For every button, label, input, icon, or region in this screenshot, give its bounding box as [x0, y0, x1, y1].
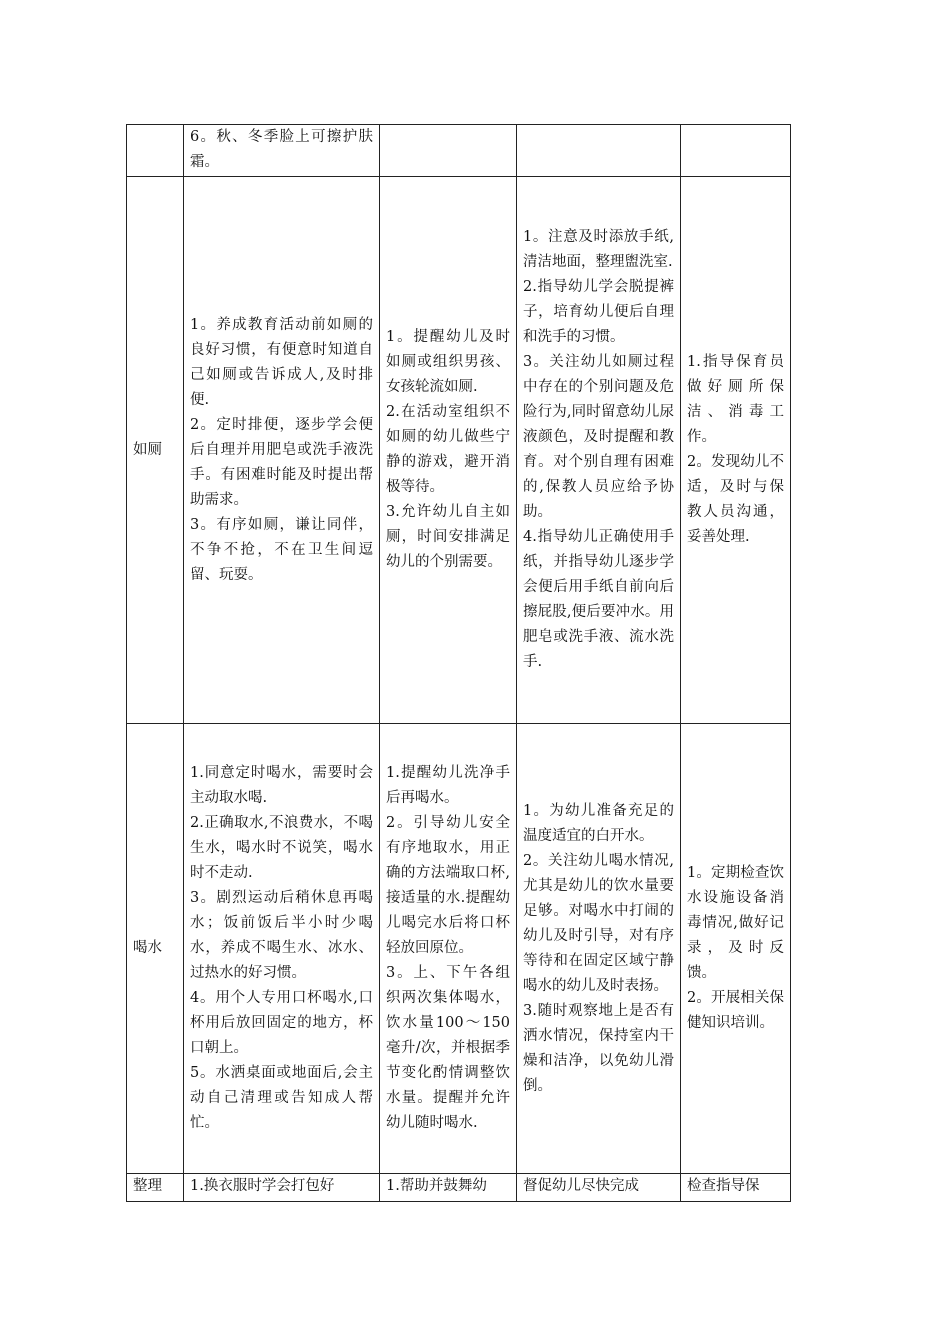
cell-line: 4.指导幼儿正确使用手纸，并指导幼儿逐步学会便后用手纸自前向后擦屁股,便后要冲水。用肥皂或洗手液、流水洗手.: [523, 529, 674, 670]
caregiver-duties-cell: [517, 125, 681, 177]
teacher-duties-cell: [380, 1174, 517, 1202]
child-goals-cell: [184, 1174, 380, 1202]
caregiver-duties-cell: [517, 1174, 681, 1202]
cell-line: 1。提醒幼儿及时如厕或组织男孩、女孩轮流如厕.: [386, 329, 510, 395]
teacher-duties-cell: [380, 125, 517, 177]
cell-line: 1。定期检查饮水设施设备消毒情况,做好记录，及时反馈。: [687, 865, 784, 981]
cell-line: 3。有序如厕，谦让同伴，不争不抢，不在卫生间逗留、玩耍。: [190, 516, 373, 583]
cell-line: 2。引导幼儿安全有序地取水，用正确的方法端取口杯,接适量的水.提醒幼儿喝完水后将口杯轻放回原位。: [386, 815, 510, 956]
cell-line: 1.换衣服时学会打包好: [190, 1178, 335, 1194]
cell-line: 3。关注幼儿如厕过程中存在的个别问题及危险行为,同时留意幼儿尿液颜色，及时提醒和教育。对个别自理有困难的,保教人员应给予协助。: [523, 354, 674, 520]
cell-line: 3。上、下午各组织两次集体喝水，饮水量100～150毫升/次，并根据季节变化酌情调整饮水量。提醒并允许幼儿随时喝水.: [386, 965, 510, 1131]
teacher-duties-cell: [380, 724, 517, 1174]
cell-line: 2。定时排便，逐步学会便后自理并用肥皂或洗手液洗手。有困难时能及时提出帮助需求。: [190, 416, 373, 508]
cell-line: 2.正确取水,不浪费水，不喝生水，喝水时不说笑，喝水时不走动.: [190, 815, 373, 881]
cell-line: 2。开展相关保健知识培训。: [687, 990, 784, 1031]
table-row: [127, 724, 791, 1174]
cell-line: 1.指导保育员做好厕所保洁、消毒工作。: [687, 354, 784, 445]
routine-care-table: [126, 124, 791, 1202]
table-row: [127, 1174, 791, 1202]
cell-line: 4。用个人专用口杯喝水,口杯用后放回固定的地方，杯口朝上。: [190, 990, 373, 1056]
cell-line: 2。关注幼儿喝水情况,尤其是幼儿的饮水量要足够。对喝水中打闹的幼儿及时引导，对有序等待和在固定区域宁静喝水的幼儿及时表扬。: [523, 852, 674, 994]
child-goals-cell: [184, 724, 380, 1174]
health-staff-duties-cell: [681, 177, 791, 724]
row-label: 整理: [127, 1174, 184, 1202]
cell-line: 1.同意定时喝水，需要时会主动取水喝.: [190, 765, 373, 806]
teacher-duties-cell: [380, 177, 517, 724]
cell-line: 检查指导保: [687, 1178, 760, 1194]
cell-line: 3.随时观察地上是否有洒水情况，保持室内干燥和洁净，以免幼儿滑倒。: [523, 1002, 674, 1094]
cell-line: 2。发现幼儿不适，及时与保教人员沟通，妥善处理.: [687, 454, 784, 545]
cell-line: 2.在活动室组织不如厕的幼儿做些宁静的游戏，避开消极等待。: [386, 404, 510, 495]
row-label: 如厕: [127, 177, 184, 724]
health-staff-duties-cell: [681, 125, 791, 177]
cell-line: 2.指导幼儿学会脱提裤子，培育幼儿便后自理和洗手的习惯。: [523, 279, 674, 345]
table-row: [127, 125, 791, 177]
row-label: [127, 125, 184, 177]
child-goals-cell: [184, 177, 380, 724]
caregiver-duties-cell: [517, 177, 681, 724]
row-label: 喝水: [127, 724, 184, 1174]
cell-line: 1。注意及时添放手纸,清洁地面，整理盥洗室.: [523, 229, 674, 270]
cell-line: 1。为幼儿准备充足的温度适宜的白开水。: [523, 802, 674, 844]
cell-line: 督促幼儿尽快完成: [523, 1178, 639, 1194]
cell-line: 1。养成教育活动前如厕的良好习惯，有便意时知道自己如厕或告诉成人,及时排便.: [190, 316, 373, 408]
cell-line: 1.帮助并鼓舞幼: [386, 1178, 487, 1194]
cell-line: 3。剧烈运动后稍休息再喝水；饭前饭后半小时少喝水，养成不喝生水、冰水、过热水的好习惯。: [190, 890, 373, 981]
caregiver-duties-cell: [517, 724, 681, 1174]
cell-line: 5。水洒桌面或地面后,会主动自己清理或告知成人帮忙。: [190, 1065, 373, 1131]
cell-line: 3.允许幼儿自主如厕，时间安排满足幼儿的个别需要。: [386, 504, 510, 570]
health-staff-duties-cell: [681, 724, 791, 1174]
child-goals-cell: [184, 125, 380, 177]
health-staff-duties-cell: [681, 1174, 791, 1202]
cell-line: 6。秋、冬季脸上可擦护肤霜。: [190, 129, 373, 170]
table-row: [127, 177, 791, 724]
cell-line: 1.提醒幼儿洗净手后再喝水。: [386, 765, 510, 806]
